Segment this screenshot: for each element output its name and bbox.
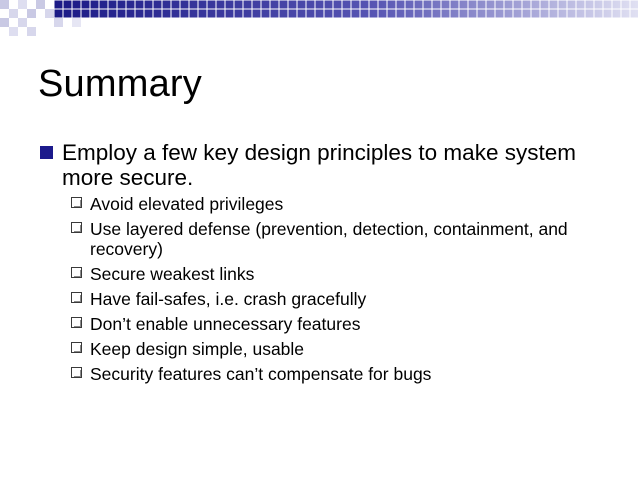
sub-bullet: [70, 339, 616, 359]
hollow-square-bullet-icon: [71, 342, 82, 353]
filled-square-bullet-icon: [40, 146, 53, 159]
sub-bullet: [70, 314, 616, 334]
sub-bullet-text: Security features can’t compensate for bugs: [90, 364, 432, 384]
main-bullet-text: Employ a few key design principles to make system more secure.: [62, 140, 576, 190]
sub-bullet-text: Don’t enable unnecessary features: [90, 314, 361, 334]
sub-bullet: [70, 289, 616, 309]
sub-bullet: [70, 264, 616, 284]
sub-bullet-text: Keep design simple, usable: [90, 339, 305, 359]
sub-bullet-text: Have fail-safes, i.e. crash gracefully: [90, 289, 367, 309]
sub-bullet: [70, 219, 616, 259]
main-bullet: [36, 140, 616, 190]
hollow-square-bullet-icon: [71, 317, 82, 328]
hollow-square-bullet-icon: [71, 267, 82, 278]
sub-bullet-text: Use layered defense (prevention, detection, containment, and recovery): [90, 219, 568, 259]
hollow-square-bullet-icon: [71, 367, 82, 378]
decorative-checker-band: [0, 0, 638, 44]
sub-bullet: [70, 364, 616, 384]
hollow-square-bullet-icon: [71, 222, 82, 233]
hollow-square-bullet-icon: [71, 197, 82, 208]
sub-bullet-text: Secure weakest links: [90, 264, 255, 284]
sub-bullet: [70, 194, 616, 214]
hollow-square-bullet-icon: [71, 292, 82, 303]
checker-pattern-icon: [0, 0, 638, 44]
bullet-list: [36, 140, 616, 389]
slide-title: Summary: [38, 63, 202, 105]
sub-bullet-text: Avoid elevated privileges: [90, 194, 284, 214]
sub-bullet-list: [36, 194, 616, 384]
